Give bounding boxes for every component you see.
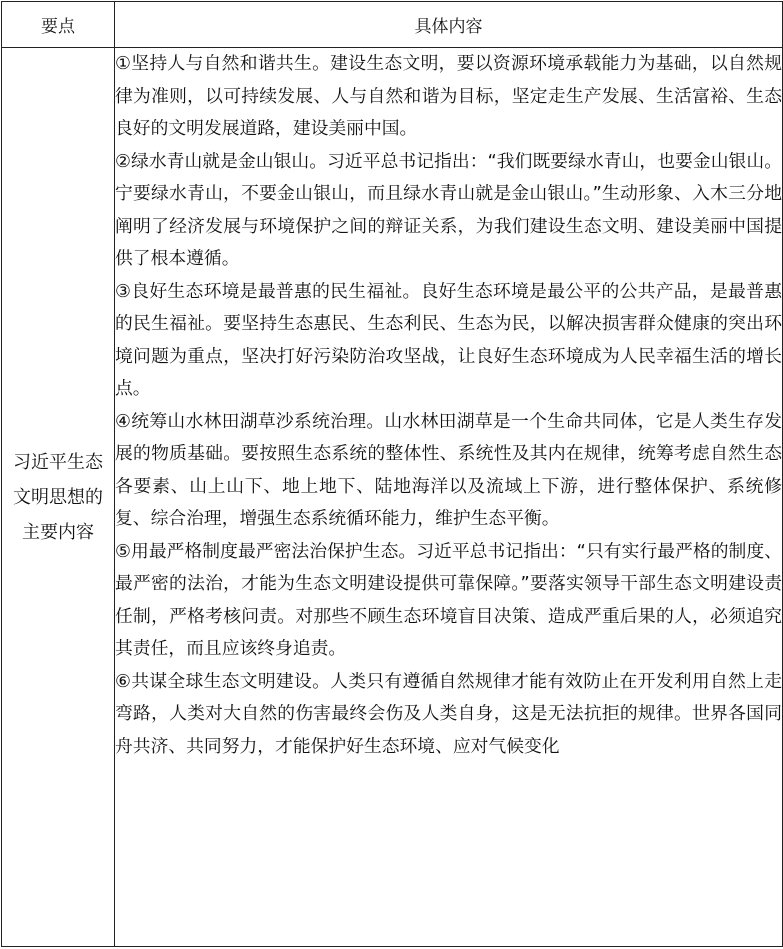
content-cell [115, 48, 783, 947]
table-header-row [2, 2, 783, 48]
table-row [2, 48, 783, 947]
row-label-line: 主要内容 [22, 521, 94, 543]
content-point-2: ②绿水青山就是金山银山。习近平总书记指出：“我们既要绿水青山，也要金山银山。宁要绿水青山，不要金山银山，而且绿水青山就是金山银山。”生动形象、入木三分地阐明了经济发展与环境保护之间的辩证关系，为我们建设生态文明、建设美丽中国提供了根本遵循。 [115, 150, 782, 269]
content-point-6: ⑥共谋全球生态文明建设。人类只有遵循自然规律才能有效防止在开发利用自然上走弯路，人类对大自然的伤害最终会伤及人类自身，这是无法抗拒的规律。世界各国同舟共济、共同努力，才能保护好生态环境、应对气候变化 [115, 670, 782, 757]
content-point-3: ③良好生态环境是最普惠的民生福祉。良好生态环境是最公平的公共产品，是最普惠的民生福祉。要坚持生态惠民、生态利民、生态为民，以解决损害群众健康的突出环境问题为重点，坚决打好污染防治攻坚战，让良好生态环境成为人民幸福生活的增长点。 [115, 280, 782, 399]
content-point-5: ⑤用最严格制度最严密法治保护生态。习近平总书记指出：“只有实行最严格的制度、最严密的法治，才能为生态文明建设提供可靠保障。”要落实领导干部生态文明建设责任制，严格考核问责。对那些不顾生态环境盲目决策、造成严重后果的人，必须追究其责任，而且应该终身追责。 [115, 540, 782, 659]
content-point-1: ①坚持人与自然和谐共生。建设生态文明，要以资源环境承载能力为基础，以自然规律为准则，以可持续发展、人与自然和谐为目标，坚定走生产发展、生活富裕、生态良好的文明发展道路，建设美丽中国。 [115, 53, 782, 139]
row-label-cell [2, 48, 115, 947]
content-point-4: ④统筹山水林田湖草沙系统治理。山水林田湖草是一个生命共同体，它是人类生存发展的物质基础。要按照生态系统的整体性、系统性及其内在规律，统筹考虑自然生态各要素、山上山下、地上地下、陆地海洋以及流域上下游，进行整体保护、系统修复、综合治理，增强生态系统循环能力，维护生态平衡。 [115, 410, 782, 529]
header-key-points: 要点 [2, 2, 115, 48]
row-label-line: 文明思想的 [13, 486, 103, 508]
header-details: 具体内容 [115, 2, 783, 48]
row-label-line: 习近平生态 [13, 451, 103, 473]
summary-table [1, 1, 783, 947]
